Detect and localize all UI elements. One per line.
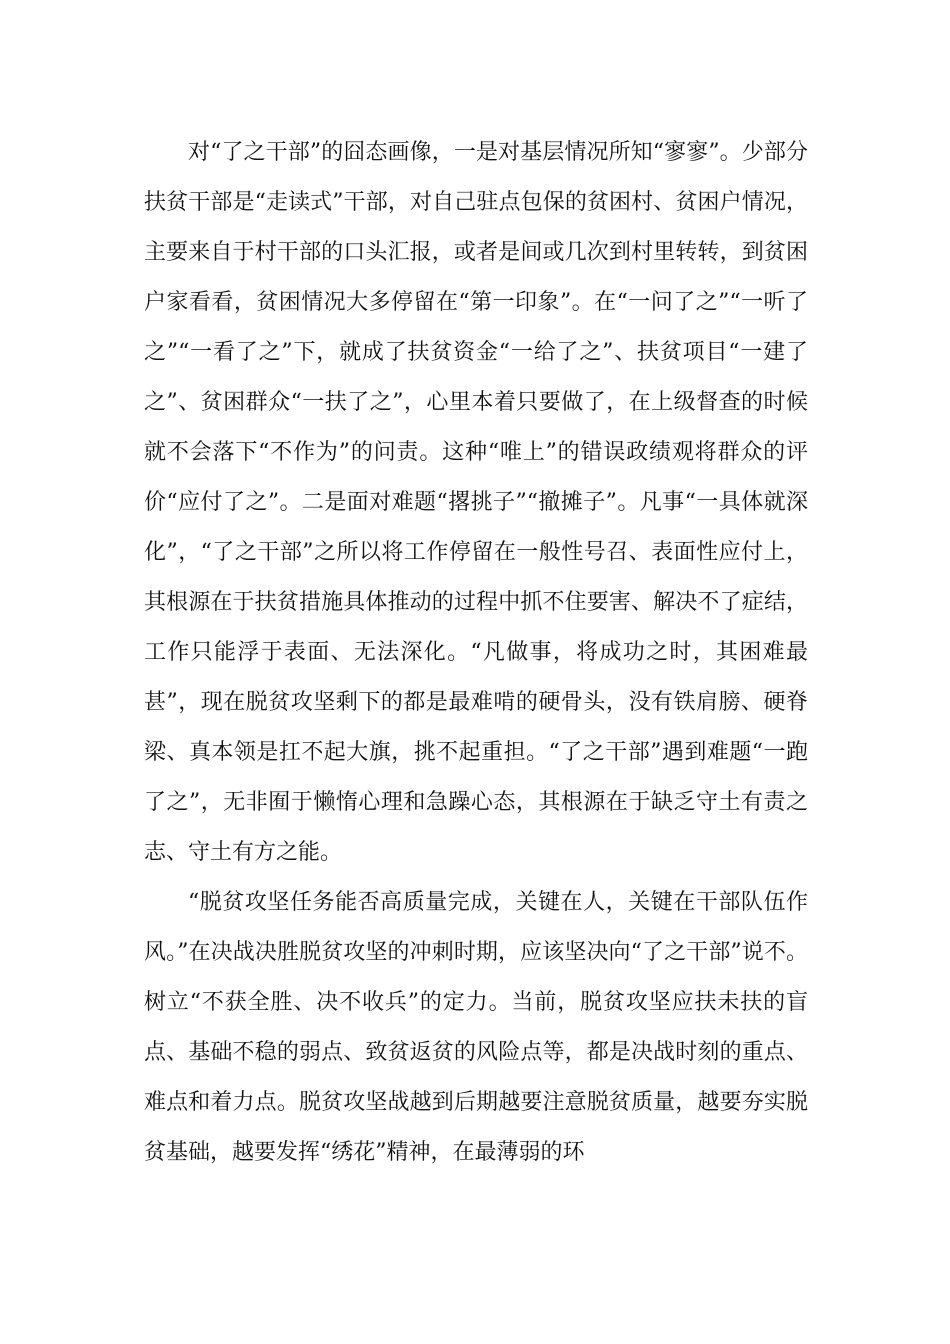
paragraph-2: “脱贫攻坚任务能否高质量完成，关键在人，关键在干部队伍作风。”在决战决胜脱贫攻坚的冲刺时期，应该坚决向“了之干部”说不。树立“不获全胜、决不收兵”的定力。当前，脱贫攻坚应扶未扶的盲点、基础不稳的弱点、致贫返贫的风险点等，都是决战时刻的重点、难点和着力点。脱贫攻坚战越到后期越要注意脱贫质量，越要夯实脱贫基础，越要发挥“绣花”精神，在最薄弱的环	[144, 890, 808, 1165]
paragraph-1: 对“了之干部”的囧态画像，一是对基层情况所知“寥寥”。少部分扶贫干部是“走读式”干部，对自己驻点包保的贫困村、贫困户情况，主要来自于村干部的口头汇报，或者是间或几次到村里转转，到贫困户家看看，贫困情况大多停留在“第一印象”。在“一问了之”“一听了之”“一看了之”下，就成了扶贫资金“一给了之”、扶贫项目“一建了之”、贫困群众“一扶了之”，心里本着只要做了，在上级督查的时候就不会落下“不作为”的问责。这种“唯上”的错误政绩观将群众的评价“应付了之”。二是面对难题“撂挑子”“撤摊子”。凡事“一具体就深化”，“了之干部”之所以将工作停留在一般性号召、表面性应付上，其根源在于扶贫措施具体推动的过程中抓不住要害、解决不了症结，工作只能浮于表面、无法深化。“凡做事，将成功之时，其困难最甚”，现在脱贫攻坚剩下的都是最难啃的硬骨头，没有铁肩膀、硬脊梁、真本领是扛不起大旗，挑不起重担。“了之干部”遇到难题“一跑了之”，无非囿于懒惰心理和急躁心态，其根源在于缺乏守土有责之志、守土有方之能。	[144, 140, 808, 865]
document-body	[144, 128, 808, 1178]
